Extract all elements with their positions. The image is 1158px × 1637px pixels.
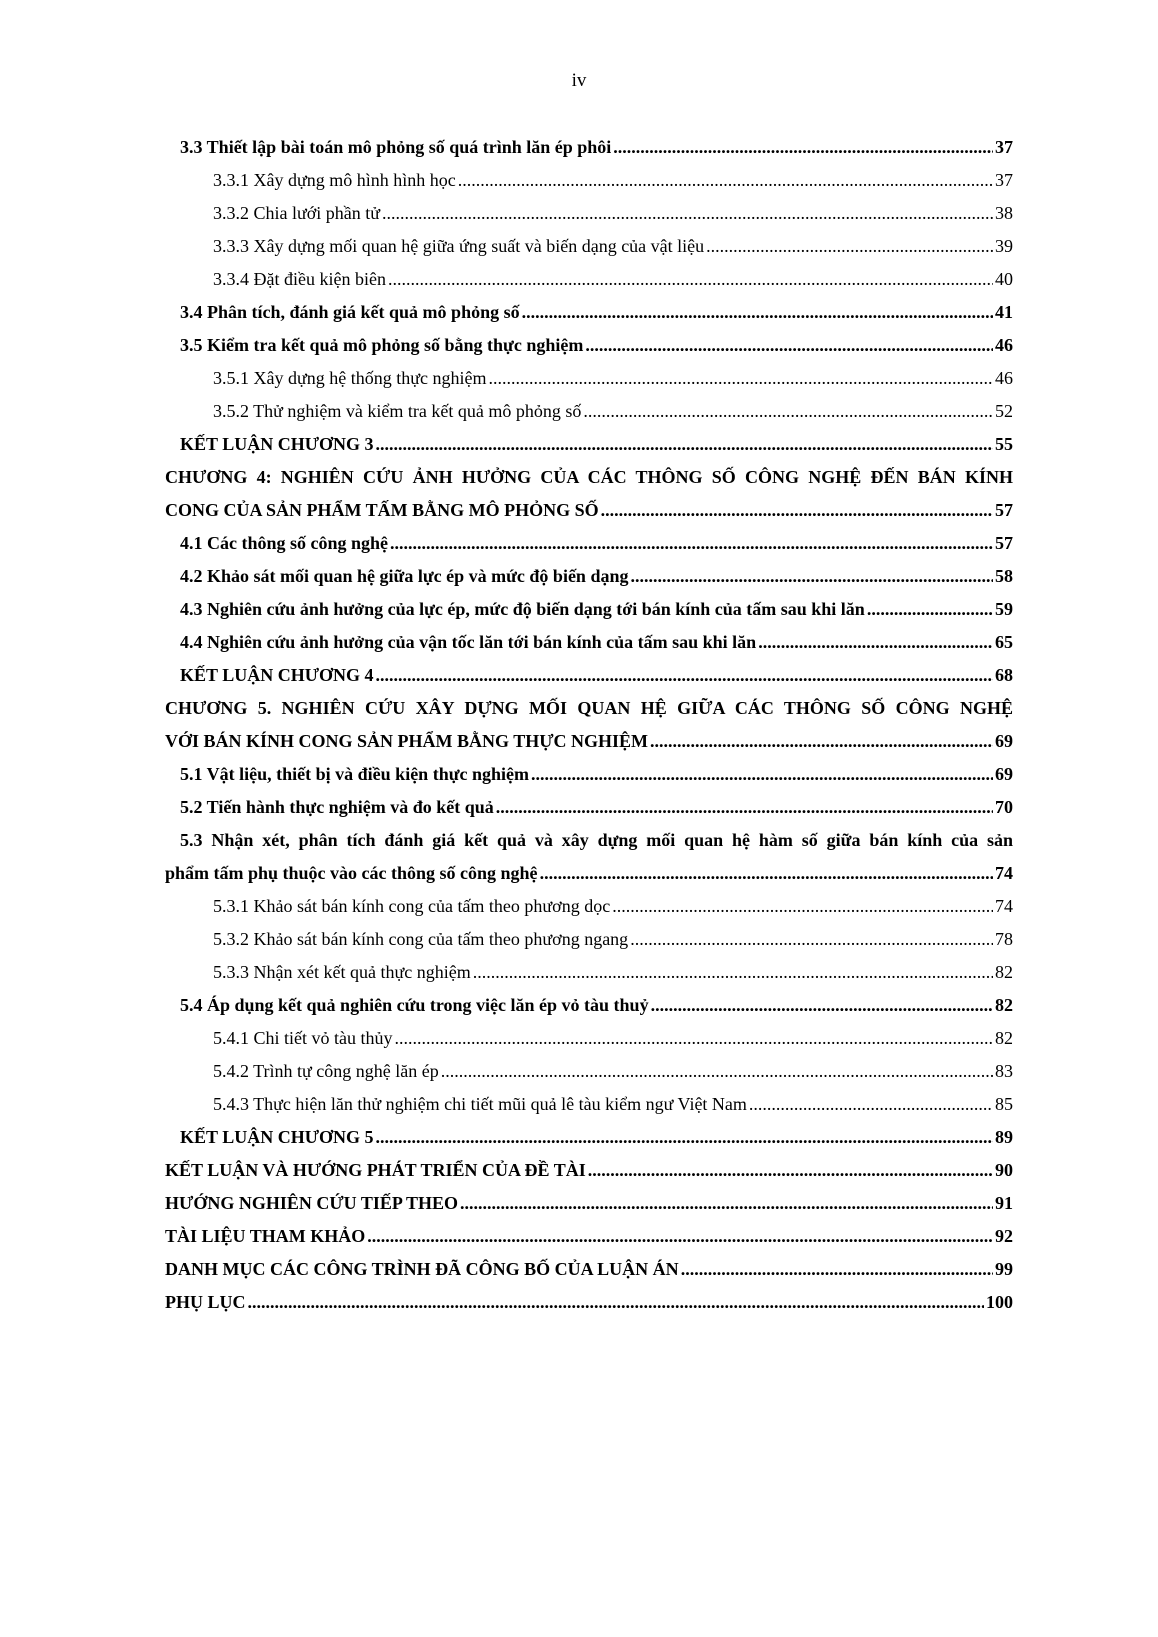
toc-page-number: 83 [995,1061,1013,1081]
dot-leader [488,362,993,395]
toc-entry-title: KẾT LUẬN CHƯƠNG 3 [180,434,374,454]
dot-leader [388,263,993,296]
toc-page-number: 55 [995,434,1013,454]
dot-leader [758,626,993,659]
toc-entry-title-line1: CHƯƠNG 5. NGHIÊN CỨU XÂY DỰNG MỐI QUAN HỆ GIỮA CÁC THÔNG SỐ CÔNG NGHỆ [165,698,1013,718]
dot-leader [390,527,993,560]
dot-leader [248,1286,985,1319]
toc-entry-title: 3.3 Thiết lập bài toán mô phỏng số quá trình lăn ép phôi [180,137,612,157]
toc-entry[interactable] [180,989,1013,1022]
toc-entry[interactable] [165,1286,1013,1319]
toc-entry-title: 5.1 Vật liệu, thiết bị và điều kiện thực nghiệm [180,764,529,784]
toc-page-number: 89 [995,1127,1013,1147]
toc-entry[interactable] [165,1253,1013,1286]
toc-page-number: 69 [995,731,1013,751]
toc-entry-title: 4.1 Các thông số công nghệ [180,533,389,553]
toc-entry[interactable] [180,626,1013,659]
toc-entry-title-line2-row [165,857,1013,890]
dot-leader [706,230,993,263]
toc-entry-title: 3.3.1 Xây dựng mô hình hình học [213,170,456,190]
dot-leader [583,395,993,428]
toc-entry-title: 5.3.1 Khảo sát bán kính cong của tấm theo phương dọc [213,896,611,916]
toc-entry[interactable] [180,296,1013,329]
toc-entry[interactable] [180,560,1013,593]
toc-entry-title: 4.3 Nghiên cứu ảnh hưởng của lực ép, mức độ biến dạng tới bán kính của tấm sau khi lăn [180,599,865,619]
toc-entry-title: KẾT LUẬN CHƯƠNG 5 [180,1127,374,1147]
toc-entry-multiline[interactable] [165,692,1013,758]
toc-entry[interactable] [165,1154,1013,1187]
toc-entry[interactable] [213,263,1013,296]
toc-entry[interactable] [165,1220,1013,1253]
toc-page-number: 57 [995,533,1013,553]
toc-entry-title: HƯỚNG NGHIÊN CỨU TIẾP THEO [165,1193,459,1213]
toc-entry[interactable] [180,659,1013,692]
toc-page-number: 65 [995,632,1013,652]
dot-leader [367,1220,993,1253]
toc-entry[interactable] [165,1187,1013,1220]
toc-entry[interactable] [213,1022,1013,1055]
toc-entry[interactable] [213,395,1013,428]
toc-page-number: 68 [995,665,1013,685]
toc-page-number: 52 [995,401,1013,421]
toc-page-number: 82 [995,995,1013,1015]
toc-page-number: 46 [995,368,1013,388]
toc-entry-title: 4.2 Khảo sát mối quan hệ giữa lực ép và mức độ biến dạng [180,566,629,586]
toc-entry[interactable] [180,758,1013,791]
toc-entry-title: 5.4.3 Thực hiện lăn thử nghiệm chi tiết mũi quả lê tàu kiểm ngư Việt Nam [213,1094,747,1114]
toc-page-number: 100 [986,1292,1013,1312]
toc-entry-title: 5.4.1 Chi tiết vỏ tàu thủy [213,1028,393,1048]
toc-page-number: 59 [995,599,1013,619]
toc-entry-title: PHỤ LỤC [165,1292,246,1312]
page-number: iv [571,70,587,91]
toc-entry-title: 3.5.2 Thử nghiệm và kiểm tra kết quả mô phỏng số [213,401,582,421]
dot-leader [531,758,993,791]
toc-entry[interactable] [213,362,1013,395]
toc-entry[interactable] [213,230,1013,263]
toc-entry-title: 4.4 Nghiên cứu ảnh hưởng của vận tốc lăn tới bán kính của tấm sau khi lăn [180,632,757,652]
dot-leader [473,956,993,989]
dot-leader [522,296,993,329]
toc-entry[interactable] [213,923,1013,956]
toc-entry-title: 3.4 Phân tích, đánh giá kết quả mô phỏng số [180,302,520,322]
toc-page-number: 74 [995,863,1013,883]
table-of-contents [0,131,1158,1319]
toc-page-number: 38 [995,203,1013,223]
toc-page-number: 90 [995,1160,1013,1180]
toc-entry-title: TÀI LIỆU THAM KHẢO [165,1226,366,1246]
toc-entry[interactable] [213,1088,1013,1121]
dot-leader [376,1121,993,1154]
toc-page-number: 91 [995,1193,1013,1213]
dot-leader [376,428,993,461]
dot-leader [588,1154,993,1187]
toc-entry[interactable] [180,428,1013,461]
dot-leader [867,593,993,626]
toc-entry-multiline[interactable] [165,824,1013,890]
toc-entry[interactable] [213,890,1013,923]
toc-entry-title-line2: CONG CỦA SẢN PHẨM TẤM BẰNG MÔ PHỎNG SỐ [165,500,599,520]
toc-page-number: 37 [995,170,1013,190]
toc-entry-title-line1: CHƯƠNG 4: NGHIÊN CỨU ẢNH HƯỞNG CỦA CÁC THÔNG SỐ CÔNG NGHỆ ĐẾN BÁN KÍNH [165,467,1013,487]
dot-leader [601,494,993,527]
toc-page-number: 99 [995,1259,1013,1279]
toc-entry-title: DANH MỤC CÁC CÔNG TRÌNH ĐÃ CÔNG BỐ CỦA LUẬN ÁN [165,1259,679,1279]
toc-page-number: 70 [995,797,1013,817]
toc-page-number: 41 [995,302,1013,322]
toc-page-number: 57 [995,500,1013,520]
toc-page-number: 74 [995,896,1013,916]
dot-leader [613,131,993,164]
toc-entry-title-line2: phẩm tấm phụ thuộc vào các thông số công nghệ [165,863,538,883]
toc-entry[interactable] [213,197,1013,230]
dot-leader [585,329,993,362]
dot-leader [496,791,993,824]
dot-leader [630,923,993,956]
dot-leader [376,659,993,692]
toc-page-number: 82 [995,1028,1013,1048]
toc-entry-title: 3.5.1 Xây dựng hệ thống thực nghiệm [213,368,487,388]
toc-entry-title-line2-row [165,494,1013,527]
dot-leader [650,725,993,758]
toc-page-number: 82 [995,962,1013,982]
toc-entry[interactable] [213,956,1013,989]
dot-leader [460,1187,993,1220]
toc-entry-title: 3.3.4 Đặt điều kiện biên [213,269,386,289]
toc-page-number: 92 [995,1226,1013,1246]
toc-entry-title: 5.3.3 Nhận xét kết quả thực nghiệm [213,962,471,982]
toc-entry-title-line2-row [165,725,1013,758]
toc-entry-title: 3.3.3 Xây dựng mối quan hệ giữa ứng suất và biến dạng của vật liệu [213,236,705,256]
toc-entry[interactable] [213,1055,1013,1088]
toc-page-number: 78 [995,929,1013,949]
toc-page-number: 58 [995,566,1013,586]
dot-leader [651,989,993,1022]
toc-entry-title: 5.4 Áp dụng kết quả nghiên cứu trong việc lăn ép vỏ tàu thuỷ [180,995,649,1015]
toc-page-number: 40 [995,269,1013,289]
toc-entry-multiline[interactable] [165,461,1013,527]
toc-entry[interactable] [180,527,1013,560]
toc-entry[interactable] [180,329,1013,362]
dot-leader [630,560,993,593]
toc-entry-title: 3.5 Kiểm tra kết quả mô phỏng số bằng thực nghiệm [180,335,584,355]
toc-entry-title: KẾT LUẬN VÀ HƯỚNG PHÁT TRIỂN CỦA ĐỀ TÀI [165,1160,586,1180]
toc-entry[interactable] [180,593,1013,626]
toc-entry[interactable] [213,164,1013,197]
dot-leader [612,890,993,923]
toc-entry-title: 5.3.2 Khảo sát bán kính cong của tấm theo phương ngang [213,929,629,949]
toc-page-number: 37 [995,137,1013,157]
dot-leader [681,1253,993,1286]
toc-entry-title: 5.2 Tiến hành thực nghiệm và đo kết quả [180,797,494,817]
dot-leader [458,164,993,197]
toc-entry-title-line2: VỚI BÁN KÍNH CONG SẢN PHẨM BẰNG THỰC NGHIỆM [165,731,649,751]
toc-page-number: 39 [995,236,1013,256]
dot-leader [382,197,993,230]
dot-leader [540,857,993,890]
toc-entry-title: KẾT LUẬN CHƯƠNG 4 [180,665,374,685]
dot-leader [441,1055,993,1088]
toc-entry-title: 5.4.2 Trình tự công nghệ lăn ép [213,1061,439,1081]
dot-leader [749,1088,993,1121]
toc-entry[interactable] [180,1121,1013,1154]
toc-page-number: 69 [995,764,1013,784]
toc-page-number: 46 [995,335,1013,355]
toc-page-number: 85 [995,1094,1013,1114]
toc-entry-title: 3.3.2 Chia lưới phần tử [213,203,381,223]
dot-leader [395,1022,994,1055]
toc-entry-title-line1: 5.3 Nhận xét, phân tích đánh giá kết quả và xây dựng mối quan hệ hàm số giữa bán kính của sản [180,830,1013,850]
toc-entry[interactable] [180,791,1013,824]
toc-entry[interactable] [180,131,1013,164]
